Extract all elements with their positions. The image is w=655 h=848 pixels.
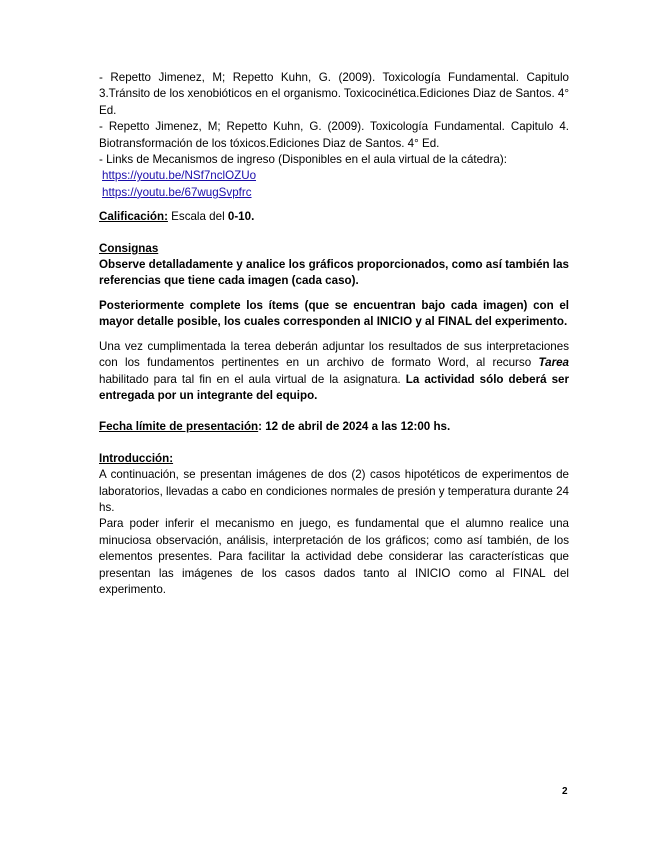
reference-2: - Repetto Jimenez, M; Repetto Kuhn, G. (2009). Toxicología Fundamental. Capitulo 4. Biotransformación de los tóxicos.Ediciones Diaz de Santos. 4° Ed. [99,120,569,150]
fecha-value: : 12 de abril de 2024 a las 12:00 hs. [258,420,451,434]
calificacion-text: Escala del [167,210,228,224]
reference-3: - Links de Mecanismos de ingreso (Disponibles en el aula virtual de la cátedra): [99,153,507,167]
consignas-p3 [99,339,569,405]
youtube-link-1[interactable]: https://youtu.be/NSf7nclOZUo [102,169,257,183]
fecha-line [99,419,569,435]
calificacion-line [99,209,569,225]
introduccion-heading: Introducción: [99,451,174,465]
consignas-p2: Posteriormente complete los ítems (que se encuentran bajo cada imagen) con el mayor detalle posible, los cuales corresponden al INICIO y al FINAL del experimento. [99,298,569,329]
tarea-label: Tarea [538,356,569,370]
introduccion-p1: A continuación, se presentan imágenes de dos (2) casos hipotéticos de experimentos de laboratorios, llevadas a cabo en condiciones normales de presión y temperatura durante 24 hs. [99,468,569,514]
consignas-p3-text-b: habilitado para tal fin en el aula virtual de la asignatura. [99,372,406,386]
page-number: 2 [562,786,568,797]
calificacion-label: Calificación: [99,210,168,224]
youtube-link-2[interactable]: https://youtu.be/67wugSvpfrc [102,185,252,199]
reference-1: - Repetto Jimenez, M; Repetto Kuhn, G. (2009). Toxicología Fundamental. Capitulo 3.Tránsito de los xenobióticos en el organismo. Toxicocinética.Ediciones Diaz de Santos. 4° Ed. [99,71,569,117]
consignas-p3-text-a: Una vez cumplimentada la terea deberán adjuntar los resultados de sus interpretaciones con los fundamentos pertinentes en un archivo de formato Word, al recurso [99,339,569,370]
consignas-heading: Consignas [99,241,159,255]
consignas-p3-bold: La actividad sólo deberá ser entregada por un integrante del equipo. [99,372,569,402]
calificacion-value: 0-10. [227,210,255,224]
introduccion-p2: Para poder inferir el mecanismo en juego, es fundamental que el alumno realice una minuciosa observación, análisis, interpretación de los gráficos; como así también, de los elementos presentes. Para facilitar la actividad debe considerar las características que presentan las imágenes de los casos dados tanto al INICIO como al FINAL del experimento. [99,517,569,596]
document-page [99,70,569,598]
fecha-label: Fecha límite de presentación [99,420,259,434]
consignas-p1: Observe detalladamente y analice los gráficos proporcionados, como así también las referencias que tiene cada imagen (cada caso). [99,258,569,288]
